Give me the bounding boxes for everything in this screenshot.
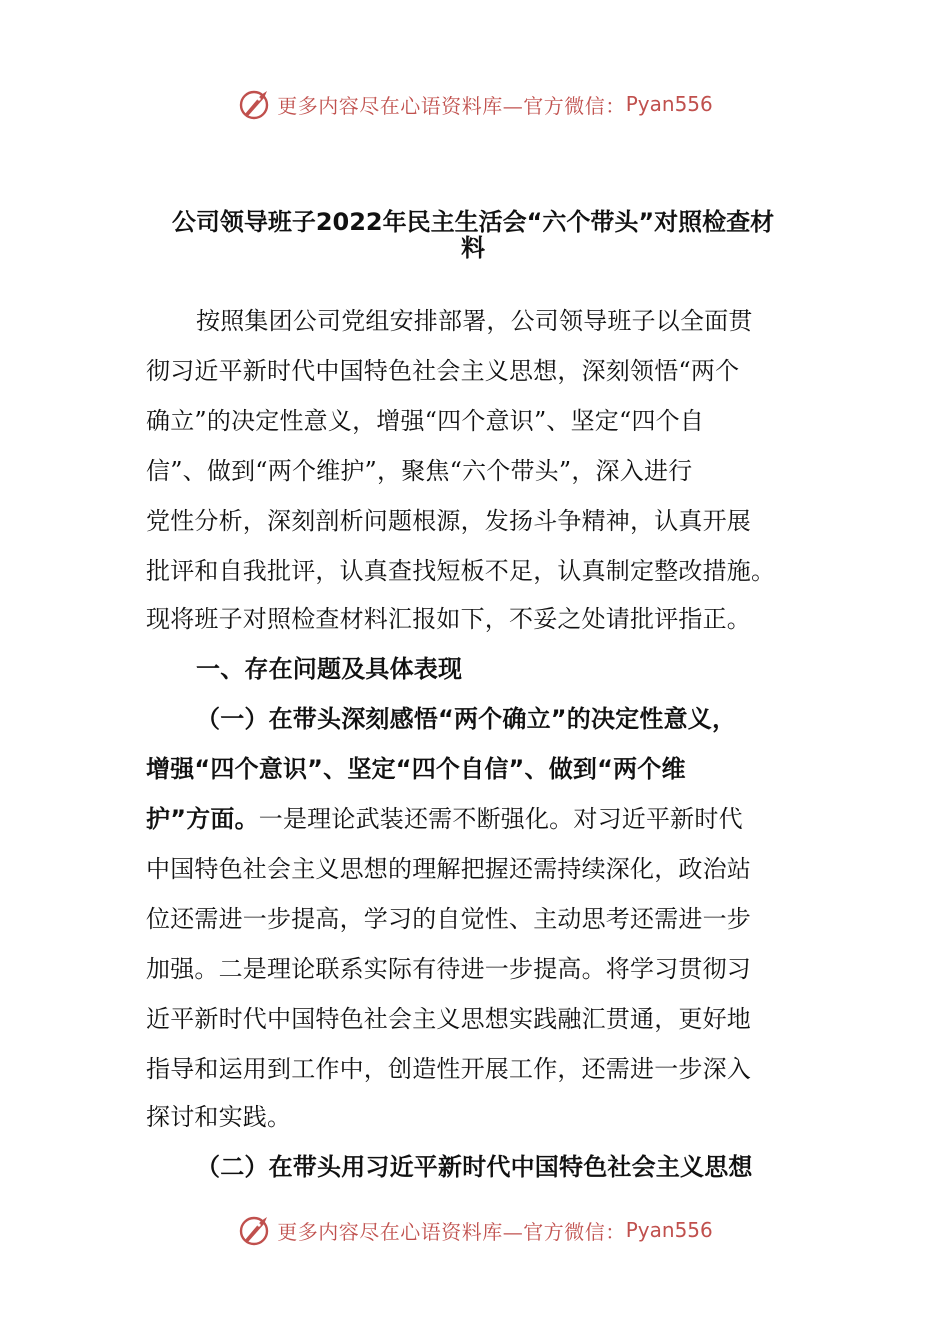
intro-line: 现将班子对照检查材料汇报如下，不妥之处请批评指正。 bbox=[146, 605, 751, 633]
document-title-line-1: 公司领导班子2022年民主生活会“六个带头”对照检查材 bbox=[171, 208, 775, 236]
body-line: 中国特色社会主义思想的理解把握还需持续深化，政治站 bbox=[146, 855, 751, 883]
watermark-wechat-id: Pyan556 bbox=[625, 1218, 713, 1242]
watermark-footer bbox=[0, 1210, 950, 1250]
intro-line: 确立”的决定性意义，增强“四个意识”、坚定“四个自 bbox=[146, 407, 705, 435]
watermark-text: 更多内容尽在心语资料库—官方微信： bbox=[277, 1219, 626, 1244]
intro-line: 按照集团公司党组安排部署，公司领导班子以全面贯 bbox=[196, 307, 753, 335]
subsection-heading: （二）在带头用习近平新时代中国特色社会主义思想 bbox=[196, 1153, 753, 1181]
body-text: 一是理论武装还需不断强化。对习近平新时代 bbox=[258, 805, 743, 833]
intro-line: 党性分析，深刻剖析问题根源，发扬斗争精神，认真开展 bbox=[146, 507, 751, 535]
subsection-heading: （一）在带头深刻感悟“两个确立”的决定性意义， bbox=[196, 705, 737, 733]
section-heading: 一、存在问题及具体表现 bbox=[196, 655, 463, 683]
body-line: 指导和运用到工作中，创造性开展工作，还需进一步深入 bbox=[146, 1055, 751, 1083]
body-line: 近平新时代中国特色社会主义思想实践融汇贯通，更好地 bbox=[146, 1005, 751, 1033]
watermark-header bbox=[0, 84, 950, 124]
pen-nib-circle-icon bbox=[237, 1212, 273, 1248]
subsection-heading: 增强“四个意识”、坚定“四个自信”、做到“两个维 bbox=[146, 755, 686, 783]
document-title-line-2: 料 bbox=[461, 234, 485, 262]
watermark-text: 更多内容尽在心语资料库—官方微信： bbox=[277, 93, 626, 118]
intro-line: 批评和自我批评，认真查找短板不足，认真制定整改措施。 bbox=[146, 557, 776, 585]
pen-nib-circle-icon bbox=[237, 86, 273, 122]
body-line: 位还需进一步提高，学习的自觉性、主动思考还需进一步 bbox=[146, 905, 751, 933]
intro-line: 信”、做到“两个维护”，聚焦“六个带头”，深入进行 bbox=[146, 457, 693, 485]
body-line: 探讨和实践。 bbox=[146, 1103, 292, 1131]
subsection-heading-mixed bbox=[146, 802, 806, 836]
body-line: 加强。二是理论联系实际有待进一步提高。将学习贯彻习 bbox=[146, 955, 751, 983]
intro-line: 彻习近平新时代中国特色社会主义思想，深刻领悟“两个 bbox=[146, 357, 740, 385]
subsection-heading-end: 护”方面。 bbox=[146, 805, 259, 833]
watermark-wechat-id: Pyan556 bbox=[625, 92, 713, 116]
